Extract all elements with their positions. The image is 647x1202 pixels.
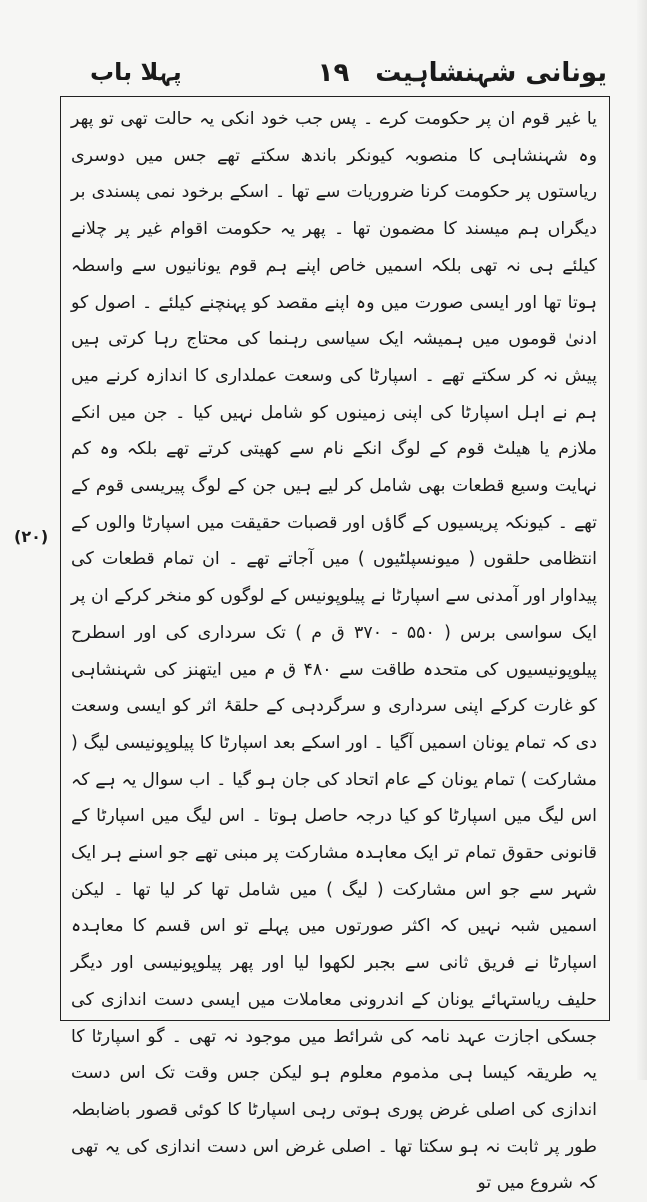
- page-header: [60, 58, 607, 98]
- chapter-heading: پہلا باب: [90, 58, 182, 86]
- page-number: ۱۹: [317, 58, 350, 88]
- scan-edge-shadow: [637, 0, 647, 1080]
- body-paragraph: یا غیر قوم ان پر حکومت کرے ۔ پس جب خود انکی یہ حالت تھی تو پھر وہ شہنشاہی کا منصوبہ کیونکر باندھ سکتے تھے جس میں دوسری ریاستوں پر حکومت کرنا ضروریات سے تھا ۔ اسکے برخود نمی پسندی بر دیگراں ہم میسند کا مضمون تھا ۔ پھر یہ حکومت اقوام غیر پر چلانے کیلئے ہی نہ تھی بلکہ اسمیں خاص اپنے ہم قوم یونانیوں سے واسطہ ہوتا تھا اور ایسی صورت میں وہ اپنے مقصد کو پہنچنے کیلئے ۔ اصول کو ادنیٰ قوموں میں ہمیشہ ایک سیاسی رہنما کی محتاج رہا کرتی ہیں پیش نہ کر سکتے تھے ۔ اسپارٹا کی وسعت عملداری کا اندازہ کرنے میں ہم نے اہل اسپارٹا کی اپنی زمینوں کو شامل نہیں کیا ۔ جن میں انکے ملازم یا ھیلٹ قوم کے لوگ انکے نام سے کھیتی کرتے تھے بلکہ وہ کم نہایت وسیع قطعات بھی شامل کر لیے ہیں جن کے لوگ پیریسی قوم کے تھے ۔ کیونکہ پریسیوں کے گاؤں اور قصبات حقیقت میں اسپارٹا والوں کے انتظامی حلقوں ( میونسپلٹیوں ) میں آجاتے تھے ۔ ان تمام قطعات کی پیداوار اور آمدنی سے اسپارٹا نے پیلوپونیس کے لوگوں کو منخر کرکے ان پر ایک سواسی برس ( ۵۵۰ - ۳۷۰ ق م ) تک سرداری کی اور اسطرح پیلوپونیسیوں کی متحدہ طاقت سے ۴۸۰ ق م میں ایتھنز کی شہنشاہی کو غارت کرکے اپنی سرداری و سرگردہی کے حلقۂ اثر کو ایسی وسعت دی کہ تمام یونان اسمیں آگیا ۔ اور اسکے بعد اسپارٹا کا پیلوپونیسی لیگ ( مشارکت ) تمام یونان کے عام اتحاد کی جان ہو گیا ۔ اب سوال یہ ہے کہ اس لیگ میں اسپارٹا کو کیا درجہ حاصل ہوتا ۔ اس لیگ میں اسپارٹا کے قانونی حقوق تمام تر ایک معاہدہ مشارکت پر مبنی تھے جو اسنے ہر ایک شہر سے جو اس مشارکت ( لیگ ) میں شامل تھا کر لیا تھا ۔ لیکن اسمیں شبہ نہیں کہ اکثر صورتوں میں پہلے تو اس قسم کا معاہدہ اسپارٹا نے فریق ثانی سے بجبر لکھوا لیا اور پھر پیلوپونیسی اور دیگر حلیف ریاستہائے یونان کے اندرونی معاملات میں ایسی دست اندازی کی جسکی اجازت عہد نامہ کی شرائط میں موجود نہ تھی ۔ گو اسپارٹا کا یہ طریقہ کیسا ہی مذموم معلوم ہو لیکن جس وقت تک اس دست اندازی کی اصلی غرض پوری ہوتی رہی اسپارٹا کا کوئی قصور باضابطہ طور پر ثابت نہ ہو سکتا تھا ۔ اصلی غرض اس دست اندازی کی یہ تھی کہ شروع میں تو: [71, 109, 597, 1194]
- text-frame: [60, 96, 610, 1194]
- margin-page-reference: (۲۰): [14, 527, 49, 546]
- book-title: یونانی شہنشاہیت: [375, 58, 607, 88]
